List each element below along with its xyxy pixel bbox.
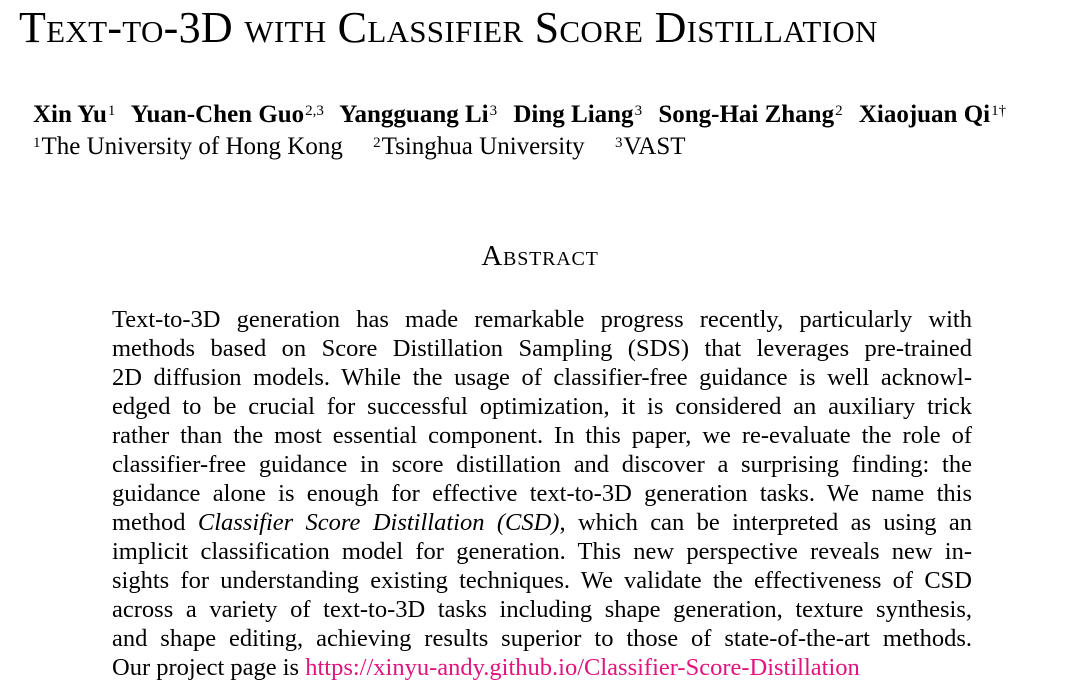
abstract-line: methods based on Score Distillation Sampling (SDS) that leverages pre-trained (112, 335, 972, 362)
affiliation-list (33, 131, 686, 163)
author (859, 101, 1006, 128)
affiliation-name: VAST (623, 133, 686, 160)
method-name: Classifier Score Distillation (CSD) (197, 509, 560, 536)
author-name: Xin Yu (33, 101, 107, 128)
project-line-prefix: Our project page is (112, 654, 306, 681)
affiliation (615, 133, 686, 160)
affiliation-name: Tsinghua University (381, 133, 585, 160)
author-affiliation-mark: 2,3 (305, 103, 324, 119)
abstract-line: classifier-free guidance in score distillation and discover a surprising finding: the (112, 451, 972, 478)
author (658, 101, 842, 128)
affiliation-name: The University of Hong Kong (41, 133, 343, 160)
author-name: Ding Liang (513, 101, 634, 128)
author-name: Yangguang Li (339, 101, 489, 128)
affiliation-mark: 1 (33, 135, 41, 151)
abstract-line: and shape editing, achieving results superior to those of state-of-the-art methods. (112, 625, 972, 652)
abstract-line: Text-to-3D generation has made remarkable progress recently, particularly with (112, 306, 972, 333)
author-list (33, 99, 1006, 131)
affiliation (33, 133, 343, 160)
abstract-body (112, 305, 972, 682)
affiliation-mark: 2 (373, 135, 381, 151)
abstract-line: across a variety of text-to-3D tasks including shape generation, texture synthesis, (112, 596, 972, 623)
abstract-heading: Abstract (481, 240, 599, 272)
author (131, 101, 324, 128)
abstract-line: sights for understanding existing techniques. We validate the effectiveness of CSD (112, 567, 972, 594)
method-line-prefix: method (112, 509, 198, 536)
affiliation-mark: 3 (614, 135, 623, 151)
abstract-line: rather than the most essential component. In this paper, we re-evaluate the role of (112, 422, 972, 449)
author-affiliation-mark: 1 (107, 103, 116, 119)
author (513, 101, 642, 128)
author (33, 101, 115, 128)
author-affiliation-mark: 2 (835, 103, 843, 119)
author-name: Song-Hai Zhang (658, 101, 835, 128)
author-name: Yuan-Chen Guo (130, 101, 305, 128)
author-affiliation-mark: 3 (634, 103, 643, 119)
abstract-line: 2D diffusion models. While the usage of classifier-free guidance is well acknowl- (112, 364, 972, 391)
author-affiliation-mark: 3 (489, 103, 498, 119)
paper-title: Text-to-3D with Classifier Score Distillation (19, 3, 878, 52)
affiliation (373, 133, 585, 160)
author-affiliation-mark: 1† (991, 103, 1007, 119)
abstract-line (112, 508, 972, 537)
author-name: Xiaojuan Qi (858, 101, 991, 128)
method-line-suffix: , which can be interpreted as using an (559, 509, 972, 536)
author (339, 101, 497, 128)
abstract-line (112, 653, 972, 682)
abstract-line: edged to be crucial for successful optimization, it is considered an auxiliary trick (112, 393, 972, 420)
abstract-line: guidance alone is enough for effective text-to-3D generation tasks. We name this (112, 480, 972, 507)
abstract-line: implicit classification model for generation. This new perspective reveals new in- (112, 538, 972, 565)
project-page-link[interactable]: https://xinyu-andy.github.io/Classifier-Score-Distillation (305, 654, 860, 681)
